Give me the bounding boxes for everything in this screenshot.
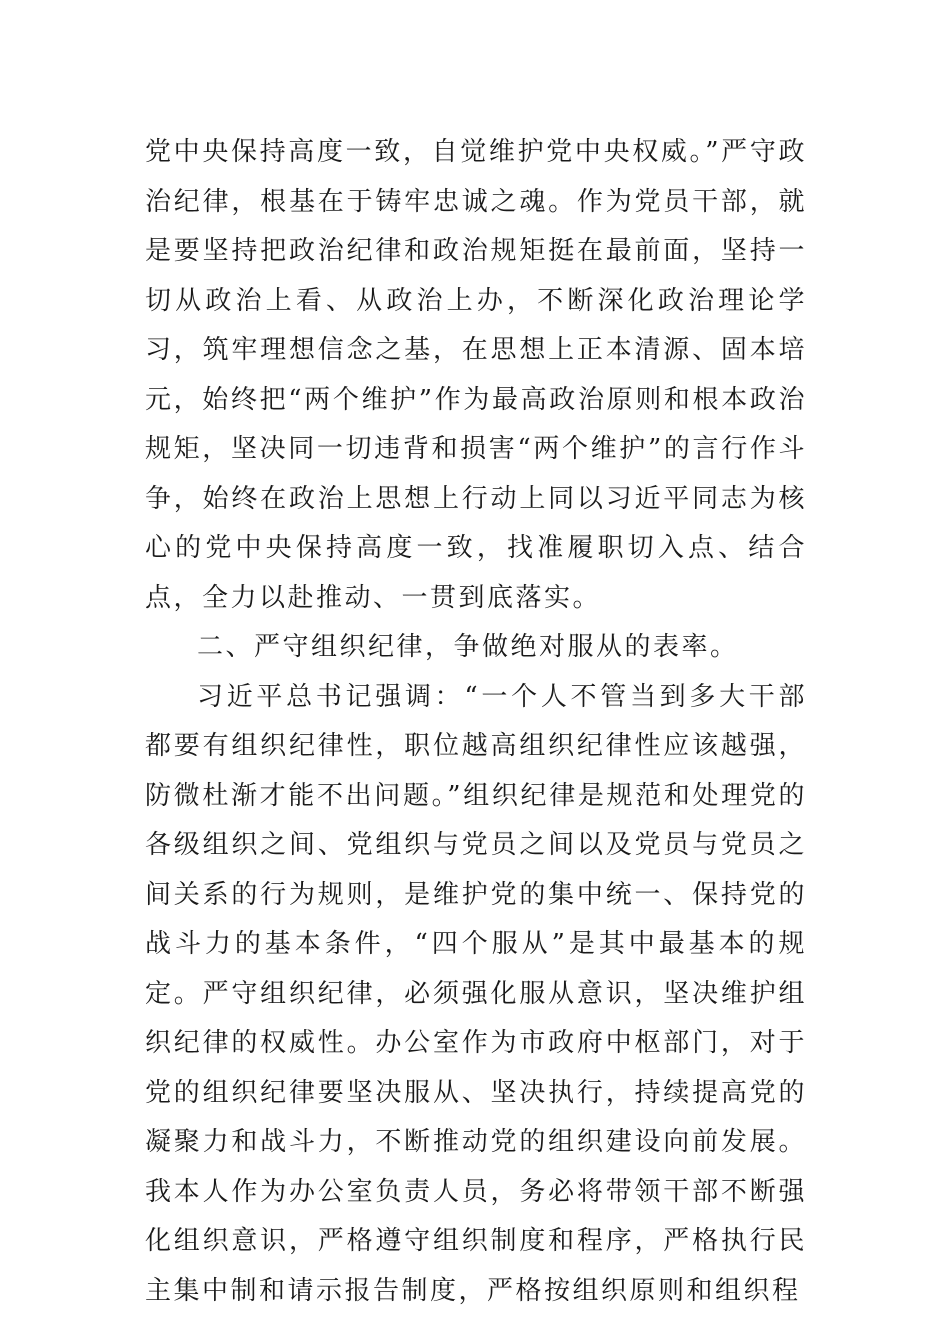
section-heading-organizational-discipline: 二、严守组织纪律，争做绝对服从的表率。 <box>197 632 739 662</box>
paragraph-organizational-discipline: 习近平总书记强调：“一个人不管当到多大干部都要有组织纪律性，职位越高组织纪律性应该越强，防微杜渐才能不出问题。”组织纪律是规范和处理党的各级组织之间、党组织与党员之间以及党员与党员之间关系的行为规则，是维护党的集中统一、保持党的战斗力的基本条件，“四个服从”是其中最基本的规定。严守组织纪律，必须强化服从意识，坚决维护组织纪律的权威性。办公室作为市政府中枢部门，对于党的组织纪律要坚决服从、坚决执行，持续提高党的凝聚力和战斗力，不断推动党的组织建设向前发展。我本人作为办公室负责人员，务必将带领干部不断强化组织意识，严格遵守组织制度和程序，严格执行民主集中制和请示报告制度，严格按组织原则和组织程 <box>145 681 807 1306</box>
paragraph-political-discipline-continued: 党中央保持高度一致，自觉维护党中央权威。”严守政治纪律，根基在于铸牢忠诚之魂。作为党员干部，就是要坚持把政治纪律和政治规矩挺在最前面，坚持一切从政治上看、从政治上办，不断深化政治理论学习，筑牢理想信念之基，在思想上正本清源、固本培元，始终把“两个维护”作为最高政治原则和根本政治规矩，坚决同一切违背和损害“两个维护”的言行作斗争，始终在政治上思想上行动上同以习近平同志为核心的党中央保持高度一致，找准履职切入点、结合点，全力以赴推动、一贯到底落实。 <box>145 137 807 613</box>
document-body <box>145 128 807 1316</box>
